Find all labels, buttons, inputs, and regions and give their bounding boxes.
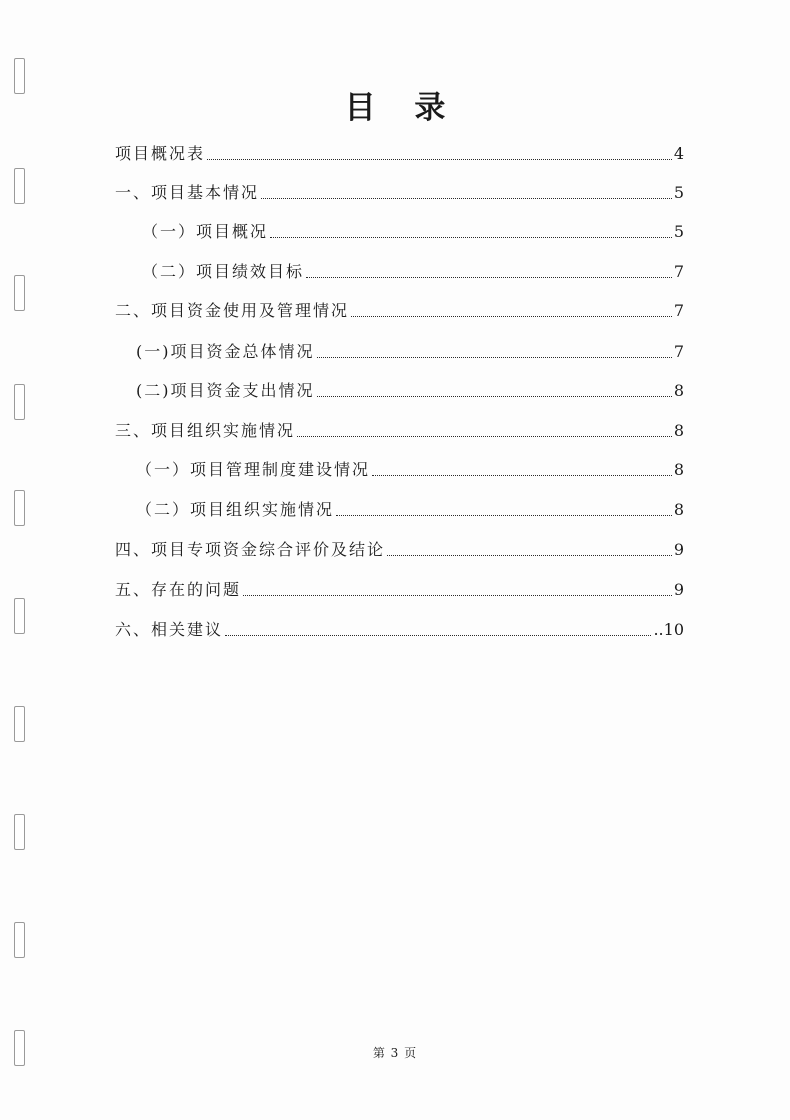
toc-entry-label: （二）项目组织实施情况 (136, 500, 335, 519)
toc-entry-label: 五、存在的问题 (115, 580, 242, 599)
toc-entry-label: （一）项目概况 (142, 222, 269, 241)
toc-entry[interactable] (136, 496, 684, 520)
toc-leader-dots (387, 555, 672, 556)
toc-entry[interactable] (142, 218, 684, 242)
toc-leader-dots (306, 277, 672, 278)
toc-entry[interactable] (136, 456, 684, 480)
toc-entry[interactable] (115, 140, 684, 164)
toc-leader-dots (336, 515, 672, 516)
toc-entry-page: ..10 (653, 620, 684, 639)
toc-entry[interactable] (136, 338, 684, 362)
toc-entry[interactable] (115, 576, 684, 600)
toc-leader-dots (270, 237, 672, 238)
toc-entry-label: （一）项目管理制度建设情况 (136, 460, 371, 479)
binding-hole-mark (14, 814, 25, 850)
toc-leader-dots (225, 635, 651, 636)
toc-entry-label: (一)项目资金总体情况 (136, 342, 315, 361)
page-title: 目 录 (344, 90, 460, 126)
toc-leader-dots (317, 396, 672, 397)
toc-entry-page: 7 (673, 301, 684, 320)
binding-hole-mark (14, 275, 25, 311)
toc-entry-page: 9 (673, 540, 684, 559)
toc-entry[interactable] (115, 536, 684, 560)
toc-entry-label: 项目概况表 (115, 144, 206, 163)
toc-entry-page: 8 (673, 500, 684, 519)
binding-hole-mark (14, 922, 25, 958)
toc-leader-dots (261, 198, 672, 199)
toc-leader-dots (207, 159, 672, 160)
toc-entry[interactable] (115, 179, 684, 203)
toc-leader-dots (297, 436, 672, 437)
toc-entry[interactable] (142, 258, 684, 282)
toc-entry-label: 一、项目基本情况 (115, 183, 260, 202)
binding-hole-mark (14, 598, 25, 634)
toc-leader-dots (243, 595, 672, 596)
toc-entry-page: 8 (673, 421, 684, 440)
toc-entry-label: (二)项目资金支出情况 (136, 381, 315, 400)
toc-entry[interactable] (136, 377, 684, 401)
toc-entry[interactable] (115, 417, 684, 441)
page-number-footer: 第 3 页 (372, 1046, 418, 1060)
toc-leader-dots (351, 316, 672, 317)
toc-entry-label: 三、项目组织实施情况 (115, 421, 296, 440)
toc-entry-page: 9 (673, 580, 684, 599)
toc-entry-page: 5 (673, 183, 684, 202)
toc-entry[interactable] (115, 616, 684, 640)
toc-entry-page: 5 (673, 222, 684, 241)
binding-hole-mark (14, 384, 25, 420)
binding-hole-mark (14, 706, 25, 742)
toc-entry-label: 二、项目资金使用及管理情况 (115, 301, 350, 320)
toc-leader-dots (372, 475, 672, 476)
toc-entry-page: 7 (673, 262, 684, 281)
toc-entry-page: 8 (673, 460, 684, 479)
toc-entry[interactable] (115, 297, 684, 321)
toc-leader-dots (317, 357, 672, 358)
toc-entry-page: 7 (673, 342, 684, 361)
toc-entry-label: （二）项目绩效目标 (142, 262, 305, 281)
toc-entry-label: 四、项目专项资金综合评价及结论 (115, 540, 386, 559)
binding-hole-mark (14, 490, 25, 526)
toc-entry-label: 六、相关建议 (115, 620, 224, 639)
toc-entry-page: 4 (673, 144, 684, 163)
toc-entry-page: 8 (673, 381, 684, 400)
binding-hole-mark (14, 168, 25, 204)
